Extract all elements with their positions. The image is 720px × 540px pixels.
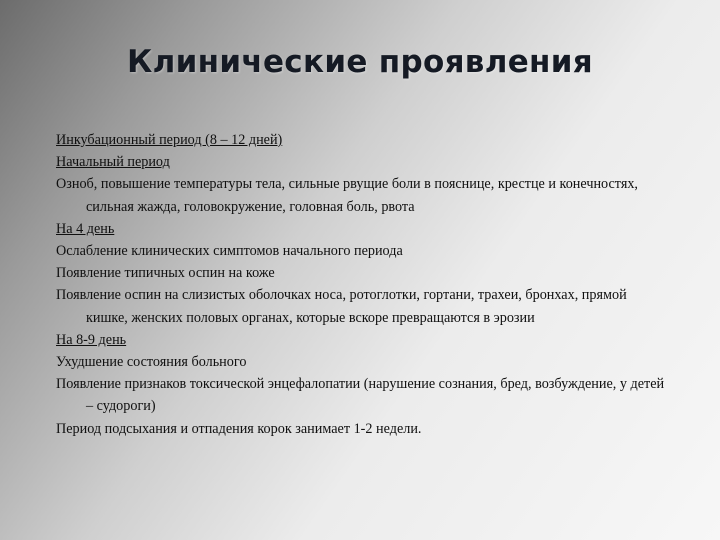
symptom-line: Период подсыхания и отпадения корок занимает 1-2 недели. [56, 420, 422, 437]
symptom-line: Ослабление клинических симптомов начального периода [56, 243, 403, 260]
symptom-line: Озноб, повышение температуры тела, сильные рвущие боли в пояснице, крестце и конечностях, сильная жажда, головокружение, головная боль, рвота [56, 176, 638, 215]
period-heading-incubation: Инкубационный период (8 – 12 дней) [56, 132, 283, 148]
slide-body [56, 129, 666, 440]
period-heading-day-4: На 4 день [56, 220, 115, 237]
period-heading-day-8-9: На 8-9 день [56, 331, 127, 348]
symptom-line: Появление типичных оспин на коже [56, 265, 275, 282]
symptom-line: Появление оспин на слизистых оболочках носа, ротоглотки, гортани, трахеи, бронхах, прямой кишке, женских половых органах, которые вскоре превращаются в эрозии [56, 287, 627, 326]
slide-title: Клинические проявления [127, 44, 593, 80]
symptom-line: Появление признаков токсической энцефалопатии (нарушение сознания, бред, возбуждение, у детей – судороги) [56, 376, 665, 415]
period-heading-initial: Начальный период [56, 154, 170, 171]
symptom-line: Ухудшение состояния больного [56, 354, 247, 371]
